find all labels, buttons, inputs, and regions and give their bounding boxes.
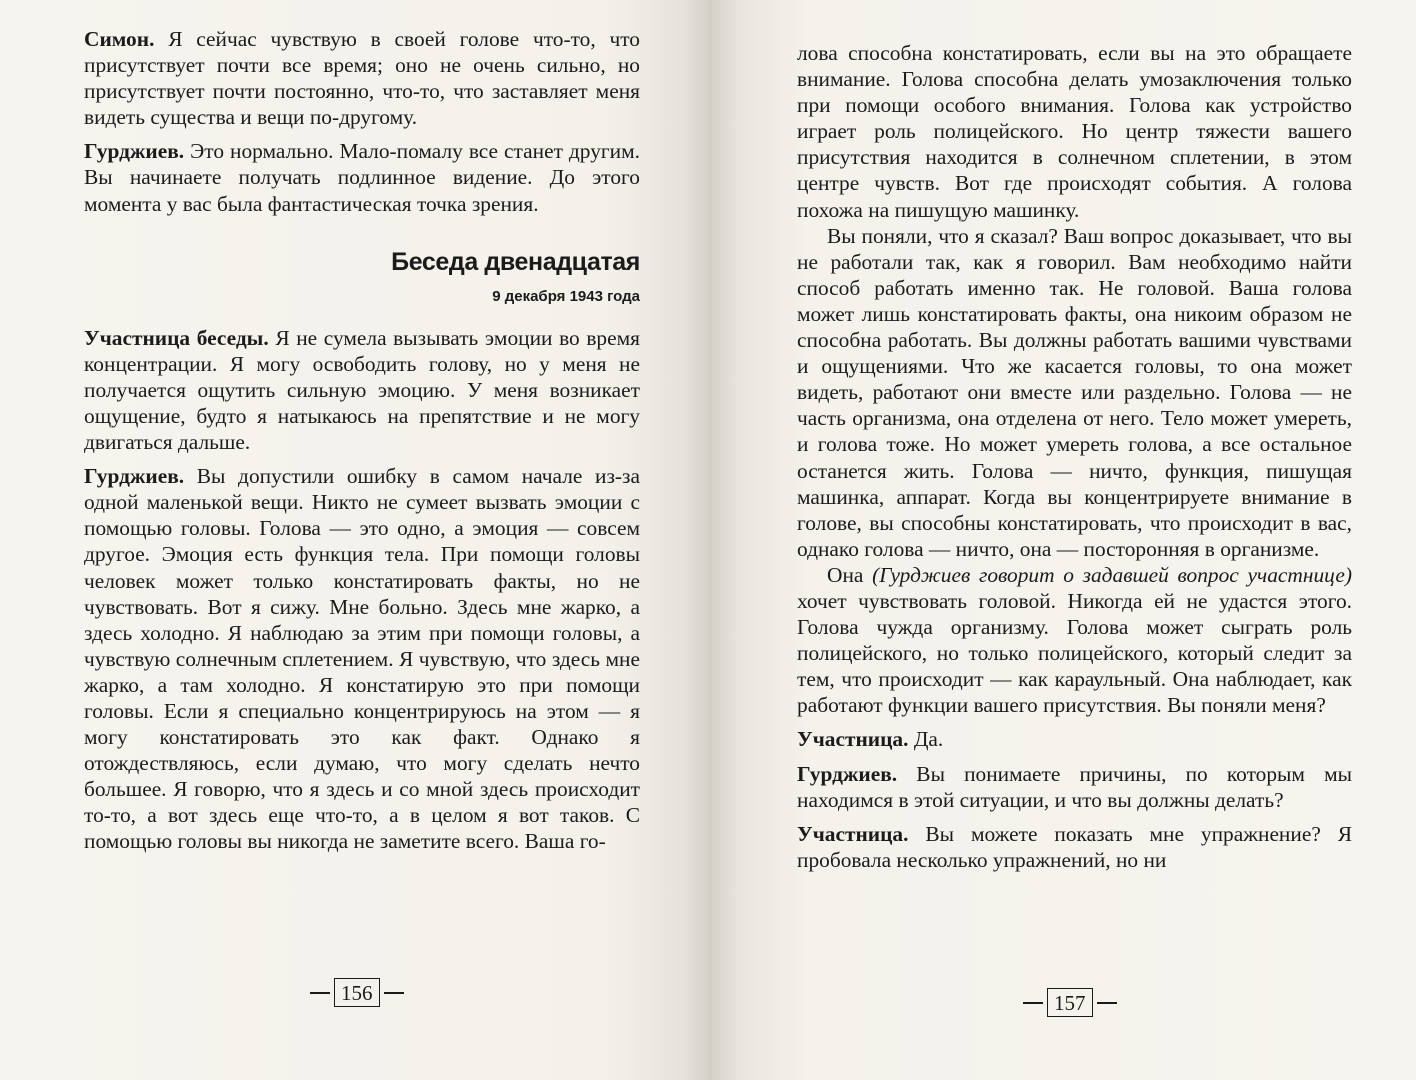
page-number: 157 (1047, 988, 1093, 1017)
speaker: Симон. (84, 27, 155, 51)
speaker: Гурджиев. (797, 761, 898, 786)
page-number: 156 (334, 978, 380, 1007)
chapter-title: Беседа двенадцатая (391, 247, 640, 276)
speaker: Участница беседы. (84, 325, 269, 350)
paragraph: Симон. Я сейчас чувствую в своей голове что-то, что присутствует почти все время; оно не очень сильно, но присутствует почти постоянно, что-то, что заставляет меня видеть существа и вещи по-другому. (84, 27, 640, 130)
paragraph: Гурджиев. Это нормально. Мало-помалу все станет другим. Вы начинаете получать подлинное видение. До этого момента у вас была фантастическая точка зрения. (84, 139, 640, 216)
paragraph: Гурджиев. Вы понимаете причины, по которым мы находимся в этой ситуации, и что вы должны делать? (797, 761, 1352, 812)
paragraph: Она (Гурджиев говорит о задавшей вопрос участнице) хочет чувствовать головой. Никогда ей не удастся этого. Голова чужда организму. Голова может сыграть роль полицейского, но только полицейского, который следит за тем, что происходит — как караульный. Она наблюдает, как работают функции вашего присутствия. Вы поняли меня? (797, 562, 1352, 718)
left-text-column (84, 26, 640, 863)
speaker: Участница. (797, 821, 909, 846)
paragraph: Участница беседы. Я не сумела вызывать эмоции во время концентрации. Я могу освободить голову, но у меня не получается ощутить сильную эмоцию. У меня возникает ощущение, будто я натыкаюсь на препятствие и не могу двигаться дальше. (84, 325, 640, 455)
right-text-column (797, 40, 1352, 881)
chapter-date: 9 декабря 1943 года (492, 287, 640, 305)
paragraph: Гурджиев. Вы допустили ошибку в самом начале из-за одной маленькой вещи. Никто не сумеет вызвать эмоции с помощью головы. Голова — это одно, а эмоция — совсем другое. Эмоция есть функция тела. При помощи головы человек может только констатировать факты, но не чувствовать. Вот я сижу. Мне больно. Здесь мне жарко, а здесь холодно. Я наблюдаю за этим при помощи головы, а чувствую солнечным сплетением. Я чувствую, что здесь мне жарко, а там холодно. Я констатирую это при помощи головы. Если я специально концентрируюсь на этом — я могу констатировать это как факт. Однако я отождествляюсь, если думаю, что могу сделать нечто большее. Я говорю, что я здесь и со мной здесь происходит то-то, а вот здесь еще что-то, а в целом я вот таков. С помощью головы вы никогда не заметите всего. Ваша го- (84, 464, 640, 854)
page-number-left (310, 978, 404, 1007)
speaker: Гурджиев. (84, 464, 185, 489)
paragraph: лова способна констатировать, если вы на это обращаете внимание. Голова способна делать умозаключения только при помощи особого внимания. Голова как устройство играет роль полицейского. Но центр тяжести вашего присутствия находится в солнечном сплетении, в этом центре чувств. Вот где происходят события. А голова похожа на пишущую машинку. (797, 41, 1352, 222)
page-number-right (1023, 988, 1117, 1017)
stage-direction: (Гурджиев говорит о задавшей вопрос участнице) (872, 562, 1352, 587)
speaker: Участница. (797, 727, 909, 752)
paragraph: Вы поняли, что я сказал? Ваш вопрос доказывает, что вы не работали так, как я говорил. Вам необходимо найти способ работать именно так. Не головой. Ваша голова может лишь констатировать факты, она никоим образом не способна работать. Вы должны работать вашими чувствами и ощущениями. Что же касается головы, то она может видеть, работают они вместе или раздельно. Голова — не часть организма, она отделена от него. Тело может умереть, и голова тоже. Но может умереть голова, а все остальное останется жить. Голова — ничто, функция, пишущая машинка, аппарат. Когда вы концентрируете внимание в голове, вы способны констатировать, что происходит в вас, однако голова — ничто, она — посторонняя в организме. (797, 223, 1352, 561)
speaker: Гурджиев. (84, 139, 185, 164)
paragraph: Участница. Да. (797, 727, 944, 752)
chapter-heading (84, 247, 640, 307)
paragraph: Участница. Вы можете показать мне упражнение? Я пробовала несколько упражнений, но ни (797, 821, 1352, 872)
right-page (712, 0, 1416, 1080)
